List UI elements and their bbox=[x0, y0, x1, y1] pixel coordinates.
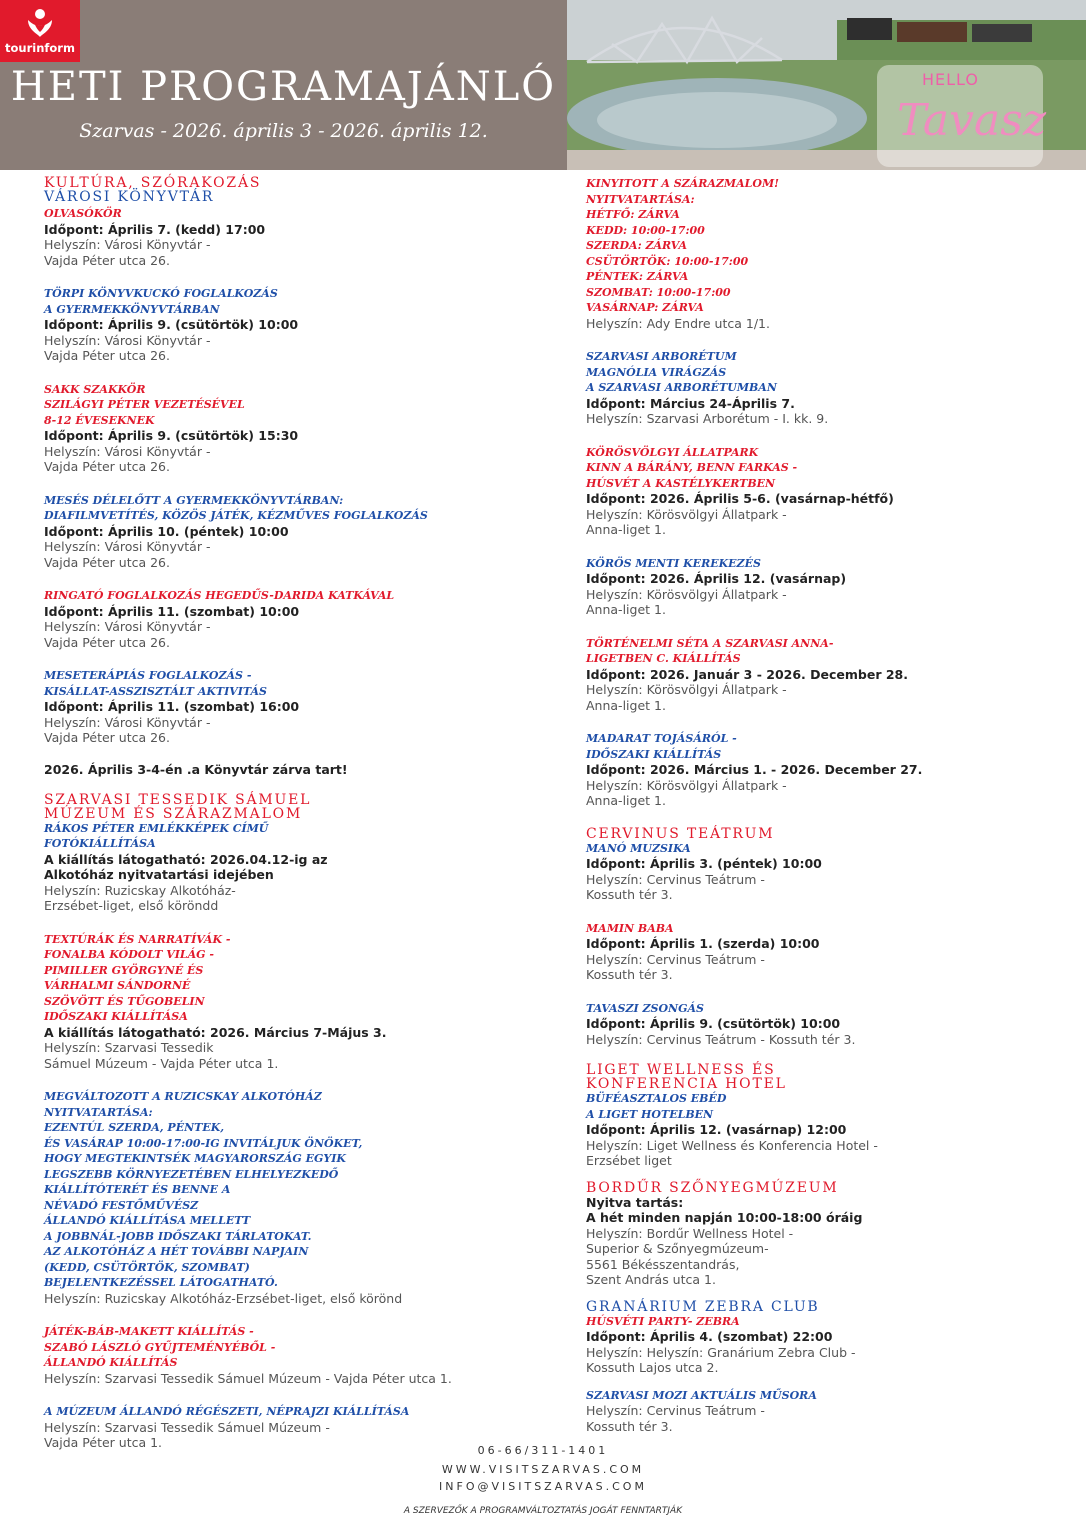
event-title-line: HÚSVÉT A KASTÉLYKERTBEN bbox=[586, 476, 776, 490]
event-time bbox=[44, 222, 544, 238]
event-location bbox=[586, 1403, 1056, 1434]
event-title-line: MEGVÁLTOZOTT A RUZICSKAY ALKOTÓHÁZ bbox=[44, 1090, 322, 1103]
event-title bbox=[586, 556, 1056, 572]
event-title-line: LIGETBEN C. KIÁLLÍTÁS bbox=[586, 652, 741, 665]
event-title bbox=[586, 636, 1056, 667]
event-time-line: Időpont: Április 11. (szombat) 16:00 bbox=[44, 699, 300, 714]
event-location-line: Vajda Péter utca 26. bbox=[44, 252, 170, 268]
event-title-line: SZABÓ LÁSZLÓ GYŰJTEMÉNYÉBŐL - bbox=[44, 1340, 276, 1354]
event-location-line: Anna-liget 1. bbox=[586, 697, 666, 713]
event-location bbox=[44, 333, 544, 364]
event-item bbox=[44, 668, 544, 746]
event-time-line: Időpont: Április 12. (vasárnap) 12:00 bbox=[586, 1122, 847, 1137]
event-time bbox=[586, 571, 1056, 587]
event-item bbox=[44, 382, 544, 475]
section-title-cervinus: CERVINUS TEÁTRUM bbox=[586, 825, 775, 842]
section-title-line: KONFERENCIA HOTEL bbox=[586, 1076, 787, 1092]
event-location-line: Helyszín: Városi Könyvtár - bbox=[44, 237, 211, 252]
event-item bbox=[44, 493, 544, 571]
event-title-line: KÖRÖSVÖLGYI ÁLLATPARK bbox=[586, 445, 759, 459]
event-title-line: KINN A BÁRÁNY, BENN FARKAS - bbox=[586, 461, 798, 474]
event-title bbox=[44, 821, 544, 852]
event-title bbox=[44, 382, 544, 429]
event-item bbox=[44, 286, 544, 364]
event-time bbox=[586, 856, 1056, 872]
event-title-line: SZOMBAT: 10:00-17:00 bbox=[586, 285, 731, 299]
header-photo bbox=[567, 0, 1086, 170]
event-location-line: Helyszín: Szarvasi Tessedik Sámuel Múzeum - Vajda Péter utca 1. bbox=[44, 1370, 452, 1386]
event-location bbox=[586, 411, 1056, 427]
event-time-line: Időpont: Április 4. (szombat) 22:00 bbox=[586, 1329, 833, 1344]
event-title-line: NÉVADÓ FESTŐMŰVÉSZ bbox=[44, 1198, 199, 1212]
event-title-line: MAMIN BABA bbox=[586, 921, 674, 935]
event-location bbox=[44, 444, 544, 475]
event-location-line: Helyszín: Ruzicskay Alkotóház- bbox=[44, 882, 236, 898]
event-location bbox=[586, 1138, 1056, 1169]
event-title-line: HÉTFŐ: ZÁRVA bbox=[586, 208, 680, 221]
event-title-line: JÁTÉK-BÁB-MAKETT KIÁLLÍTÁS - bbox=[44, 1325, 254, 1338]
event-time bbox=[44, 1025, 544, 1041]
event-title-line: A MÚZEUM ÁLLANDÓ RÉGÉSZETI, NÉPRAJZI KIÁLLÍTÁSA bbox=[44, 1405, 410, 1418]
footer-website-link[interactable]: WWW.VISITSZARVAS.COM bbox=[441, 1463, 645, 1476]
event-location-line: Helyszín: Ruzicskay Alkotóház-Erzsébet-liget, első körönd bbox=[44, 1290, 403, 1306]
event-location-line: Helyszín: Városi Könyvtár - bbox=[44, 332, 211, 348]
event-title bbox=[44, 286, 544, 317]
event-title bbox=[586, 921, 1056, 937]
event-time bbox=[586, 1016, 1056, 1032]
event-location-line: Helyszín: Bordűr Wellness Hotel - bbox=[586, 1225, 794, 1241]
event-title-line: A LIGET HOTELBEN bbox=[586, 1107, 714, 1121]
event-location-line: Vajda Péter utca 26. bbox=[44, 554, 170, 570]
event-title bbox=[586, 445, 1056, 492]
event-title-line: KÖRÖS MENTI KEREKEZÉS bbox=[586, 556, 761, 570]
event-time-line: Időpont: Április 1. (szerda) 10:00 bbox=[586, 936, 820, 951]
event-location-line: Helyszín: Cervinus Teátrum - bbox=[586, 951, 765, 967]
event-location-line: Helyszín: Cervinus Teátrum - Kossuth tér 3. bbox=[586, 1031, 856, 1047]
event-time-line: A hét minden napján 10:00-18:00 óráig bbox=[586, 1210, 863, 1225]
event-time bbox=[586, 936, 1056, 952]
event-time bbox=[586, 1195, 1056, 1226]
event-location bbox=[586, 1226, 1056, 1288]
event-location-line: Helyszín: Városi Könyvtár - bbox=[44, 619, 211, 634]
event-title-line: MANÓ MUZSIKA bbox=[586, 841, 691, 855]
event-location-line: Helyszín: Körösvölgyi Állatpark - bbox=[586, 682, 787, 697]
event-location-line: Helyszín: Körösvölgyi Állatpark - bbox=[586, 586, 787, 602]
event-location bbox=[586, 507, 1056, 538]
event-location-line: Anna-liget 1. bbox=[586, 602, 666, 617]
event-title-line: KINYITOTT A SZÁRAZMALOM! bbox=[586, 177, 779, 190]
event-title-line: SZILÁGYI PÉTER VEZETÉSÉVEL bbox=[44, 398, 245, 411]
event-title-line: A SZARVASI ARBORÉTUMBAN bbox=[586, 381, 777, 394]
event-item bbox=[44, 821, 544, 914]
section-title-konyvtar: VÁROSI KÖNYVTÁR bbox=[44, 189, 215, 205]
event-title-line: SZARVASI MOZI AKTUÁLIS MŰSORA bbox=[586, 1388, 817, 1402]
event-title-line: ÉS VASÁRAP 10:00-17:00-IG INVITÁLJUK ÖNÖKET, bbox=[44, 1136, 363, 1150]
event-item bbox=[586, 1314, 1056, 1376]
footer-phone: 06-66/311-1401 bbox=[477, 1444, 609, 1457]
event-title bbox=[586, 841, 1056, 857]
arboretum-allatpark-events bbox=[586, 349, 1056, 809]
event-item bbox=[44, 206, 544, 268]
event-title-line: VASÁRNAP: ZÁRVA bbox=[586, 301, 704, 314]
event-title-line: MESETERÁPIÁS FOGLALKOZÁS - bbox=[44, 669, 252, 682]
event-location-line: 5561 Békésszentandrás, bbox=[586, 1256, 740, 1272]
event-title-line: SAKK SZAKKÖR bbox=[44, 382, 146, 396]
event-title bbox=[586, 176, 1056, 316]
event-time bbox=[44, 604, 544, 620]
event-location-line: Vajda Péter utca 26. bbox=[44, 348, 170, 363]
event-title-line: NYITVATARTÁSA: bbox=[44, 1105, 153, 1119]
event-time bbox=[44, 428, 544, 444]
event-title-line: MESÉS DÉLELŐTT A GYERMEKKÖNYVTÁRBAN: bbox=[44, 493, 344, 507]
event-location-line: Helyszín: Szarvasi Tessedik bbox=[44, 1040, 214, 1055]
event-time-line: Időpont: Április 9. (csütörtök) 10:00 bbox=[586, 1016, 841, 1031]
event-title bbox=[586, 1314, 1056, 1330]
page-subtitle: Szarvas - 2026. április 3 - 2026. április 12. bbox=[79, 120, 488, 142]
event-item bbox=[44, 932, 544, 1072]
liget-event bbox=[586, 1091, 1056, 1169]
event-location-line: Helyszín: Szarvasi Tessedik Sámuel Múzeum - bbox=[44, 1419, 330, 1435]
event-time-line: Nyitva tartás: bbox=[586, 1194, 684, 1210]
event-item bbox=[586, 1195, 1056, 1288]
event-location bbox=[44, 1040, 544, 1071]
event-title bbox=[44, 493, 544, 524]
event-title-line: A JOBBNÁL-JOBB IDŐSZAKI TÁRLATOKAT. bbox=[44, 1229, 312, 1243]
footer-disclaimer: A SZERVEZŐK A PROGRAMVÁLTOZTATÁS JOGÁT FENNTARTJÁK bbox=[403, 1506, 683, 1516]
event-location bbox=[586, 872, 1056, 903]
event-location-line: Vajda Péter utca 26. bbox=[44, 730, 170, 745]
event-location-line: Helyszín: Szarvasi Arborétum - I. kk. 9. bbox=[586, 411, 829, 426]
event-title-line: LEGSZEBB KÖRNYEZETÉBEN ELHELYEZKEDŐ bbox=[44, 1167, 339, 1181]
event-location-line: Anna-liget 1. bbox=[586, 522, 666, 537]
szarazmalom-block bbox=[586, 176, 1056, 331]
event-title bbox=[44, 668, 544, 699]
event-location-line: Vajda Péter utca 1. bbox=[44, 1435, 163, 1450]
event-time-line: Időpont: Április 11. (szombat) 10:00 bbox=[44, 603, 300, 619]
event-title-line: KEDD: 10:00-17:00 bbox=[586, 223, 705, 237]
event-title-line: SZÖVÖTT ÉS TŰGOBELIN bbox=[44, 994, 205, 1008]
event-location bbox=[586, 1345, 1056, 1376]
event-title-line: MAGNÓLIA VIRÁGZÁS bbox=[586, 365, 727, 379]
event-time-line: Időpont: 2026. Március 1. - 2026. December 27. bbox=[586, 762, 923, 777]
event-title-line: RINGATÓ FOGLALKOZÁS HEGEDŰS-DARIDA KATKÁVAL bbox=[44, 589, 395, 602]
event-time-line: Időpont: Április 10. (péntek) 10:00 bbox=[44, 523, 289, 539]
event-location-line: Helyszín: Városi Könyvtár - bbox=[44, 539, 211, 554]
event-location bbox=[586, 682, 1056, 713]
event-title-line: IDŐSZAKI KIÁLLÍTÁS bbox=[586, 747, 722, 761]
event-title-line: KISÁLLAT-ASSZISZTÁLT AKTIVITÁS bbox=[44, 684, 267, 698]
event-title-line: CSÜTÖRTÖK: 10:00-17:00 bbox=[586, 254, 749, 268]
event-title bbox=[586, 1388, 1056, 1404]
event-item bbox=[586, 1388, 1056, 1435]
bordur-event bbox=[586, 1195, 1056, 1288]
section-title-liget bbox=[586, 1063, 1056, 1091]
event-location-line: Kossuth tér 3. bbox=[586, 887, 673, 902]
event-location-line: Vajda Péter utca 26. bbox=[44, 634, 170, 650]
event-title-line: MADARAT TOJÁSÁRÓL - bbox=[586, 732, 737, 745]
event-location-line: Kossuth Lajos utca 2. bbox=[586, 1360, 719, 1375]
event-title-line: HÚSVÉTI PARTY- ZEBRA bbox=[586, 1314, 740, 1328]
event-location-line: Helyszín: Helyszín: Granárium Zebra Club - bbox=[586, 1344, 856, 1360]
event-title-line: FOTÓKIÁLLÍTÁSA bbox=[44, 837, 156, 850]
event-item bbox=[586, 556, 1056, 618]
event-time-line: Időpont: 2026. Január 3 - 2026. December 28. bbox=[586, 666, 909, 682]
tourinform-logo[interactable] bbox=[0, 0, 80, 62]
event-time bbox=[586, 491, 1056, 507]
event-item bbox=[586, 841, 1056, 903]
header bbox=[0, 0, 1086, 170]
event-title bbox=[586, 349, 1056, 396]
event-time bbox=[44, 524, 544, 540]
event-location bbox=[586, 778, 1056, 809]
event-title-line: TEXTÚRÁK ÉS NARRATÍVÁK - bbox=[44, 932, 231, 946]
event-title-line: TAVASZI ZSONGÁS bbox=[586, 1001, 704, 1015]
event-location bbox=[44, 619, 544, 650]
event-time-line: Időpont: 2026. Április 5-6. (vasárnap-hétfő) bbox=[586, 491, 894, 506]
event-title bbox=[44, 1089, 544, 1291]
event-time-line: Időpont: Április 9. (csütörtök) 15:30 bbox=[44, 428, 299, 443]
event-title-line: EZENTÚL SZERDA, PÉNTEK, bbox=[44, 1121, 225, 1134]
event-location bbox=[586, 316, 1056, 332]
event-title-line: PÉNTEK: ZÁRVA bbox=[586, 270, 689, 283]
event-location-line: Helyszín: Cervinus Teátrum - bbox=[586, 871, 765, 887]
event-item bbox=[44, 1324, 544, 1386]
event-time bbox=[44, 317, 544, 333]
event-location bbox=[586, 952, 1056, 983]
event-time-line: Időpont: Április 7. (kedd) 17:00 bbox=[44, 221, 266, 237]
event-title-line: A GYERMEKKÖNYVTÁRBAN bbox=[44, 302, 220, 316]
event-title bbox=[44, 932, 544, 1025]
event-time-line: Időpont: Április 9. (csütörtök) 10:00 bbox=[44, 317, 299, 332]
section-title-line: LIGET WELLNESS ÉS bbox=[586, 1062, 776, 1078]
event-title-line: FONALBA KÓDOLT VILÁG - bbox=[44, 948, 214, 961]
event-time-line: A kiállítás látogatható: 2026.04.12-ig az bbox=[44, 851, 328, 867]
event-item bbox=[586, 349, 1056, 427]
event-title-line: PIMILLER GYÖRGYNÉ ÉS bbox=[44, 963, 204, 977]
event-time-line: A kiállítás látogatható: 2026. Március 7-Május 3. bbox=[44, 1024, 387, 1040]
event-location-line: Sámuel Múzeum - Vajda Péter utca 1. bbox=[44, 1055, 279, 1071]
event-title-line: HOGY MEGTEKINTSÉK MAGYARORSZÁG EGYIK bbox=[44, 1152, 346, 1165]
event-title-line: RÁKOS PÉTER EMLÉKKÉPEK CÍMŰ bbox=[44, 821, 269, 835]
event-title bbox=[44, 1324, 544, 1371]
muzeum-events bbox=[44, 821, 544, 1451]
konyvtar-events bbox=[44, 206, 544, 746]
event-location bbox=[44, 539, 544, 570]
library-closed-notice: 2026. Április 3-4-én .a Könyvtár zárva tart! bbox=[44, 761, 348, 777]
event-location-line: Erzsébet liget bbox=[586, 1153, 672, 1168]
event-time-line: Időpont: Április 3. (péntek) 10:00 bbox=[586, 856, 822, 871]
event-item bbox=[586, 1001, 1056, 1048]
event-title bbox=[44, 1404, 544, 1420]
event-location-line: Helyszín: Cervinus Teátrum - bbox=[586, 1403, 765, 1418]
cervinus-events bbox=[586, 841, 1056, 1048]
event-location-line: Superior & Szőnyegmúzeum- bbox=[586, 1241, 769, 1256]
footer-email-link[interactable]: INFO@VISITSZARVAS.COM bbox=[439, 1480, 647, 1493]
event-title-line: DIAFILMVETÍTÉS, KÖZÖS JÁTÉK, KÉZMŰVES FOGLALKOZÁS bbox=[44, 509, 428, 522]
event-time bbox=[586, 1329, 1056, 1345]
event-location bbox=[44, 1291, 544, 1307]
event-time-line: Időpont: Március 24-Április 7. bbox=[586, 395, 795, 411]
event-item bbox=[586, 731, 1056, 809]
event-time bbox=[586, 1122, 1056, 1138]
event-title bbox=[586, 1091, 1056, 1122]
event-location bbox=[44, 1371, 544, 1387]
event-title bbox=[44, 588, 544, 604]
event-location bbox=[44, 715, 544, 746]
event-title bbox=[44, 206, 544, 222]
event-title bbox=[586, 731, 1056, 762]
logo-text: tourinform bbox=[5, 41, 75, 55]
header-title-panel bbox=[0, 0, 567, 170]
event-title bbox=[586, 1001, 1056, 1017]
event-title-line: TÖRPI KÖNYVKUCKÓ FOGLALKOZÁS bbox=[44, 287, 278, 300]
event-title-line: AZ ALKOTÓHÁZ A HÉT TOVÁBBI NAPJAIN bbox=[44, 1245, 309, 1258]
event-title-line: VÁRHALMI SÁNDORNÉ bbox=[44, 979, 191, 992]
event-item bbox=[44, 588, 544, 650]
event-location-line: Szent András utca 1. bbox=[586, 1272, 716, 1287]
event-location-line: Helyszín: Liget Wellness és Konferencia Hotel - bbox=[586, 1137, 878, 1153]
event-title-line: ÁLLANDÓ KIÁLLÍTÁSA MELLETT bbox=[44, 1214, 251, 1227]
event-location-line: Kossuth tér 3. bbox=[586, 1418, 673, 1434]
section-title-kultura: KULTÚRA, SZÓRAKOZÁS bbox=[44, 175, 262, 191]
event-title-line: (KEDD, CSÜTÖRTÖK, SZOMBAT) bbox=[44, 1260, 250, 1274]
event-title-line: SZARVASI ARBORÉTUM bbox=[586, 350, 737, 363]
event-title-line: KIÁLLÍTÓTERÉT ÉS BENNE A bbox=[44, 1183, 231, 1196]
event-location-line: Anna-liget 1. bbox=[586, 793, 666, 808]
tourinform-flower-icon bbox=[24, 8, 56, 38]
left-column bbox=[44, 176, 544, 1469]
event-item bbox=[586, 176, 1056, 331]
event-title-line: SZERDA: ZÁRVA bbox=[586, 239, 687, 252]
hello-text: HELLO bbox=[922, 70, 979, 89]
section-title-line: MÚZEUM ÉS SZÁRAZMALOM bbox=[44, 805, 303, 822]
event-time-line: Időpont: 2026. Április 12. (vasárnap) bbox=[586, 571, 847, 586]
event-location bbox=[586, 1032, 1056, 1048]
event-location-line: Helyszín: Körösvölgyi Állatpark - bbox=[586, 777, 787, 793]
mozi-event bbox=[586, 1388, 1056, 1435]
right-column bbox=[586, 176, 1056, 1434]
event-location-line: Helyszín: Körösvölgyi Állatpark - bbox=[586, 506, 787, 522]
event-title-line: TÖRTÉNELMI SÉTA A SZARVASI ANNA- bbox=[586, 636, 834, 650]
section-title-line: SZARVASI TESSEDIK SÁMUEL bbox=[44, 791, 312, 808]
event-location bbox=[586, 587, 1056, 618]
page-title: HETI PROGRAMAJÁNLÓ bbox=[10, 64, 557, 110]
event-location bbox=[44, 237, 544, 268]
granarium-event bbox=[586, 1314, 1056, 1376]
tavasz-text: Tavasz bbox=[897, 95, 1047, 146]
event-item bbox=[586, 921, 1056, 983]
event-location-line: Vajda Péter utca 26. bbox=[44, 459, 170, 474]
section-title-granarium: GRANÁRIUM ZEBRA CLUB bbox=[586, 1298, 820, 1315]
event-location-line: Helyszín: Ady Endre utca 1/1. bbox=[586, 315, 770, 331]
event-title-line: BEJELENTKEZÉSSEL LÁTOGATHATÓ. bbox=[44, 1276, 278, 1289]
event-item bbox=[586, 636, 1056, 714]
event-title-line: NYITVATARTÁSA: bbox=[586, 192, 695, 206]
event-item bbox=[44, 1089, 544, 1306]
event-time-line: Alkotóház nyitvatartási idejében bbox=[44, 867, 274, 882]
event-time bbox=[44, 699, 544, 715]
event-time bbox=[44, 852, 544, 883]
event-location-line: Erzsébet-liget, első köröndd bbox=[44, 898, 219, 913]
event-location-line: Helyszín: Városi Könyvtár - bbox=[44, 714, 211, 730]
event-location-line: Helyszín: Városi Könyvtár - bbox=[44, 443, 211, 459]
event-item bbox=[586, 1091, 1056, 1169]
event-title-line: BÜFÉASZTALOS EBÉD bbox=[586, 1092, 727, 1105]
event-time bbox=[586, 667, 1056, 683]
event-title-line: 8-12 ÉVESEKNEK bbox=[44, 413, 155, 427]
event-title-line: IDŐSZAKI KIÁLLÍTÁSA bbox=[44, 1010, 188, 1023]
event-time bbox=[586, 396, 1056, 412]
event-item bbox=[586, 445, 1056, 538]
section-title-muzeum bbox=[44, 793, 544, 821]
event-title-line: OLVASÓKÖR bbox=[44, 207, 122, 220]
event-location-line: Kossuth tér 3. bbox=[586, 967, 673, 982]
event-location bbox=[44, 883, 544, 914]
event-time bbox=[586, 762, 1056, 778]
section-title-bordur: BORDŰR SZŐNYEGMÚZEUM bbox=[586, 1179, 839, 1196]
event-title-line: ÁLLANDÓ KIÁLLÍTÁS bbox=[44, 1356, 178, 1369]
